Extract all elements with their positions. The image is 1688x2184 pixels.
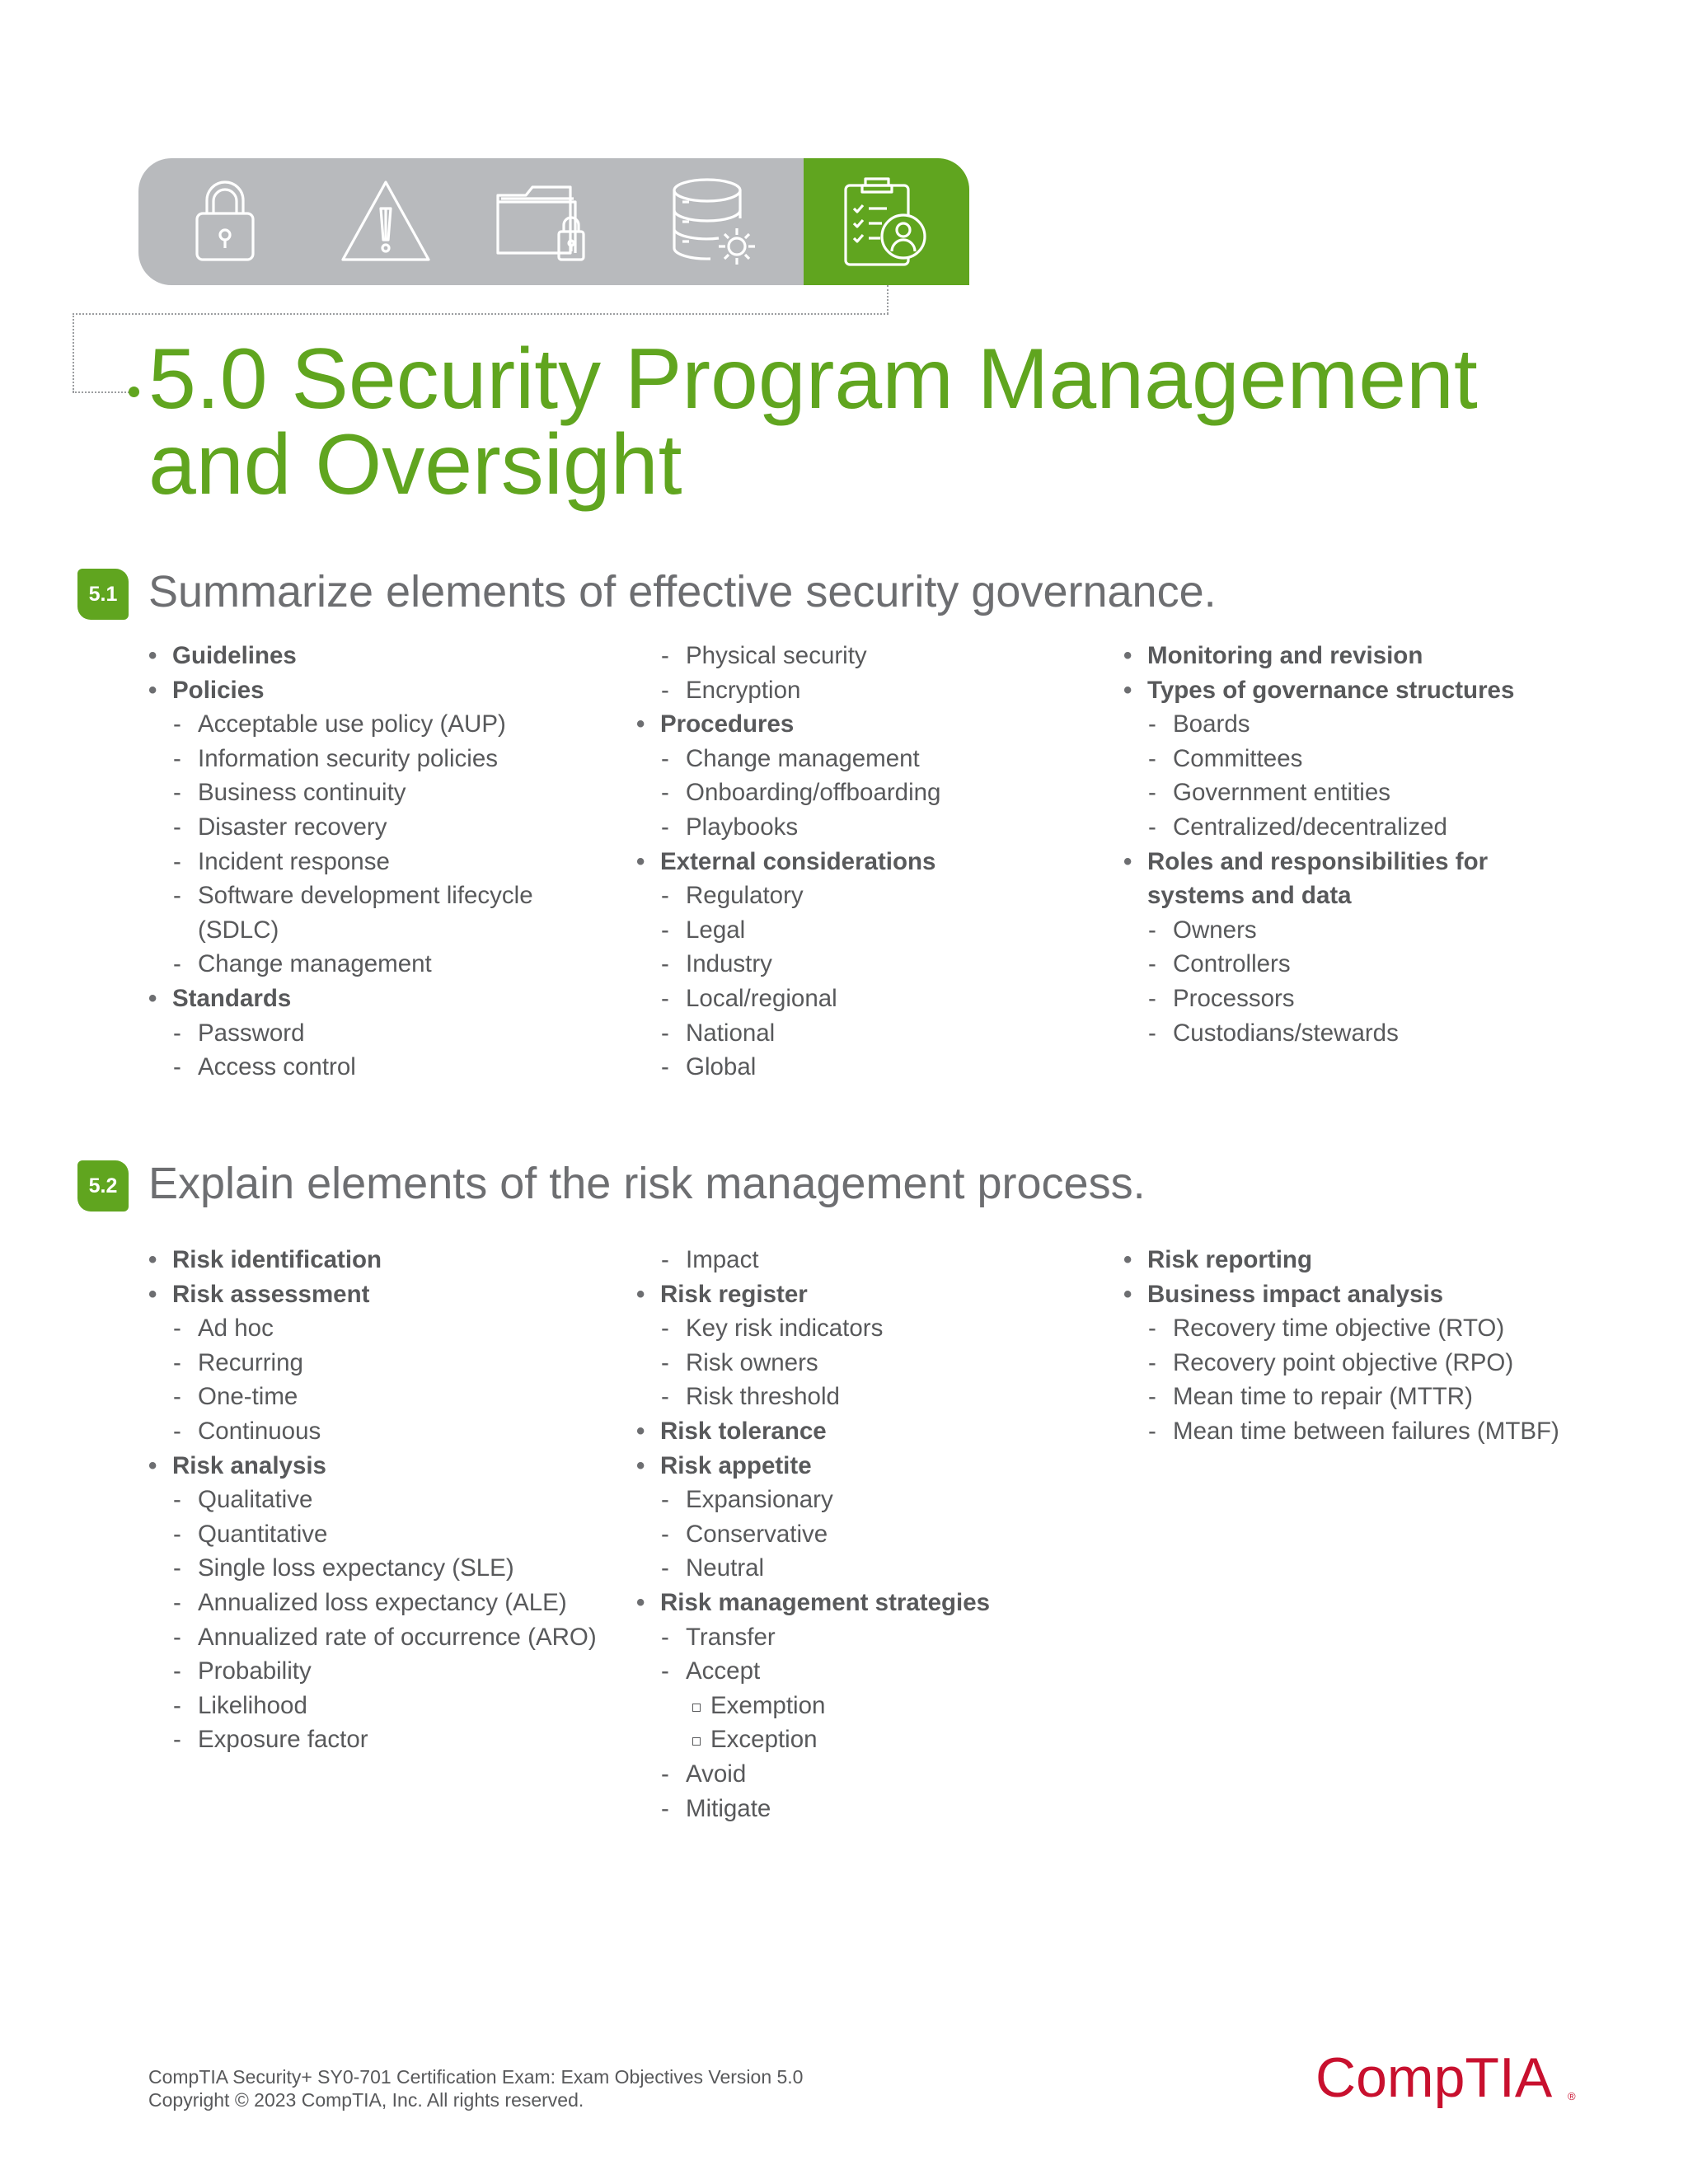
objective-subtopic: - Access control [148, 1050, 610, 1085]
objective-subtopic: - Onboarding/offboarding [636, 776, 1098, 810]
objective-subtopic: - Government entities [1123, 776, 1585, 810]
objective-topic: • Risk register [636, 1277, 1098, 1312]
clipboard-checklist-user-icon [834, 172, 933, 271]
objective-topic: • Risk analysis [148, 1449, 610, 1483]
objective-subtopic: - One-time [148, 1380, 610, 1414]
objective-subtopic: - Owners [1123, 913, 1585, 948]
objective-subtopic: - Accept [636, 1654, 1098, 1689]
objective-subtopic: - Physical security [636, 639, 1098, 673]
objective-topic: • Types of governance structures [1123, 673, 1585, 708]
objective-subtopic: - Industry [636, 947, 1098, 982]
dotted-connector [73, 313, 74, 392]
objective-subtopic: - Change management [148, 947, 610, 982]
objective-subtopic: - Centralized/decentralized [1123, 810, 1585, 845]
dotted-connector [887, 285, 889, 314]
objective-subtopic: - Change management [636, 742, 1098, 776]
objective-topic: • External considerations [636, 845, 1098, 879]
objective-subtopic: - Mitigate [636, 1792, 1098, 1826]
objective-topic: • Monitoring and revision [1123, 639, 1585, 673]
objective-topic: • Risk management strategies [636, 1586, 1098, 1620]
objective-subtopic: - Conservative [636, 1517, 1098, 1552]
objective-subtopic: - Mean time between failures (MTBF) [1123, 1414, 1585, 1449]
objective-subtopic: - Recovery point objective (RPO) [1123, 1346, 1585, 1380]
padlock-icon [176, 172, 274, 271]
dotted-connector [73, 313, 889, 315]
page-title-line: 5.0 Security Program Management [148, 331, 1478, 427]
locked-folder-icon [493, 172, 592, 271]
logo-wordmark: CompTIA [1315, 2046, 1553, 2109]
objective-subtopic: - Legal [636, 913, 1098, 948]
objective-subtopic: - Expansionary [636, 1483, 1098, 1517]
objective-subtopic: - Processors [1123, 982, 1585, 1016]
comptia-logo [1315, 2042, 1579, 2116]
section-title: Summarize elements of effective security governance. [148, 567, 1217, 616]
objective-topic: • Policies [148, 673, 610, 708]
dotted-connector [73, 391, 132, 393]
objective-topic: • Business impact analysis [1123, 1277, 1585, 1312]
objective-topic: • Roles and responsibilities for systems and data [1123, 845, 1585, 913]
objective-subtopic: - Transfer [636, 1620, 1098, 1655]
objective-subitem: Exemption [636, 1689, 1098, 1723]
footer-copyright [148, 2065, 803, 2111]
objective-subtopic: - Impact [636, 1243, 1098, 1277]
objective-subtopic: - National [636, 1016, 1098, 1051]
section-number-badge: 5.1 [77, 569, 129, 620]
objective-subtopic: - Exposure factor [148, 1722, 610, 1757]
objective-subtopic: - Avoid [636, 1757, 1098, 1792]
objective-subtopic: - Single loss expectancy (SLE) [148, 1551, 610, 1586]
objective-topic: • Risk reporting [1123, 1243, 1585, 1277]
objective-topic: • Standards [148, 982, 610, 1016]
objective-subtopic: - Disaster recovery [148, 810, 610, 845]
objective-topic: • Risk identification [148, 1243, 610, 1277]
domain-icon-banner [138, 158, 969, 285]
objective-topic: • Risk assessment [148, 1277, 610, 1312]
page-title-line: and Oversight [148, 417, 682, 513]
objective-subtopic: - Committees [1123, 742, 1585, 776]
objective-subtopic: - Key risk indicators [636, 1311, 1098, 1346]
objective-subtopic: - Incident response [148, 845, 610, 879]
objective-subtopic: - Risk owners [636, 1346, 1098, 1380]
objective-list-column [636, 639, 1098, 1085]
objective-subtopic: - Information security policies [148, 742, 610, 776]
objective-list-column [148, 1243, 610, 1757]
objective-subtopic: - Risk threshold [636, 1380, 1098, 1414]
objective-list-column [148, 639, 610, 1085]
objective-list-column [1123, 1243, 1585, 1449]
objective-subtopic: - Business continuity [148, 776, 610, 810]
objective-subtopic: - Annualized loss expectancy (ALE) [148, 1586, 610, 1620]
objective-subtopic: - Qualitative [148, 1483, 610, 1517]
objective-subtopic: - Likelihood [148, 1689, 610, 1723]
objective-subtopic: - Acceptable use policy (AUP) [148, 707, 610, 742]
objective-list-column [1123, 639, 1585, 1050]
footer-exam-line: CompTIA Security+ SY0-701 Certification Exam: Exam Objectives Version 5.0 [148, 2066, 804, 2088]
objective-subtopic: - Local/regional [636, 982, 1098, 1016]
objective-subtopic: - Encryption [636, 673, 1098, 708]
objective-subtopic: - Boards [1123, 707, 1585, 742]
connector-dot [129, 387, 139, 397]
objective-topic: • Guidelines [148, 639, 610, 673]
database-gear-icon [664, 172, 763, 271]
objective-subitem: Exception [636, 1722, 1098, 1757]
registered-mark: ® [1568, 2090, 1576, 2102]
objective-subtopic: - Controllers [1123, 947, 1585, 982]
objective-subtopic: - Software development lifecycle (SDLC) [148, 879, 610, 947]
objective-subtopic: - Custodians/stewards [1123, 1016, 1585, 1051]
objective-topic: • Risk appetite [636, 1449, 1098, 1483]
objective-subtopic: - Mean time to repair (MTTR) [1123, 1380, 1585, 1414]
objective-subtopic: - Regulatory [636, 879, 1098, 913]
objective-subtopic: - Probability [148, 1654, 610, 1689]
objective-subtopic: - Recurring [148, 1346, 610, 1380]
warning-triangle-icon [336, 172, 435, 271]
objective-subtopic: - Continuous [148, 1414, 610, 1449]
section-number-badge: 5.2 [77, 1160, 129, 1212]
objective-subtopic: - Annualized rate of occurrence (ARO) [148, 1620, 610, 1655]
objective-subtopic: - Quantitative [148, 1517, 610, 1552]
page-title [148, 331, 1632, 513]
objective-list-column [636, 1243, 1098, 1825]
section-title: Explain elements of the risk management process. [148, 1159, 1146, 1208]
objective-subtopic: - Playbooks [636, 810, 1098, 845]
objective-subtopic: - Recovery time objective (RTO) [1123, 1311, 1585, 1346]
footer-copyright-line: Copyright © 2023 CompTIA, Inc. All rights reserved. [148, 2089, 584, 2111]
objective-subtopic: - Global [636, 1050, 1098, 1085]
objective-topic: • Risk tolerance [636, 1414, 1098, 1449]
objective-subtopic: - Password [148, 1016, 610, 1051]
objective-subtopic: - Neutral [636, 1551, 1098, 1586]
objective-subtopic: - Ad hoc [148, 1311, 610, 1346]
objective-topic: • Procedures [636, 707, 1098, 742]
